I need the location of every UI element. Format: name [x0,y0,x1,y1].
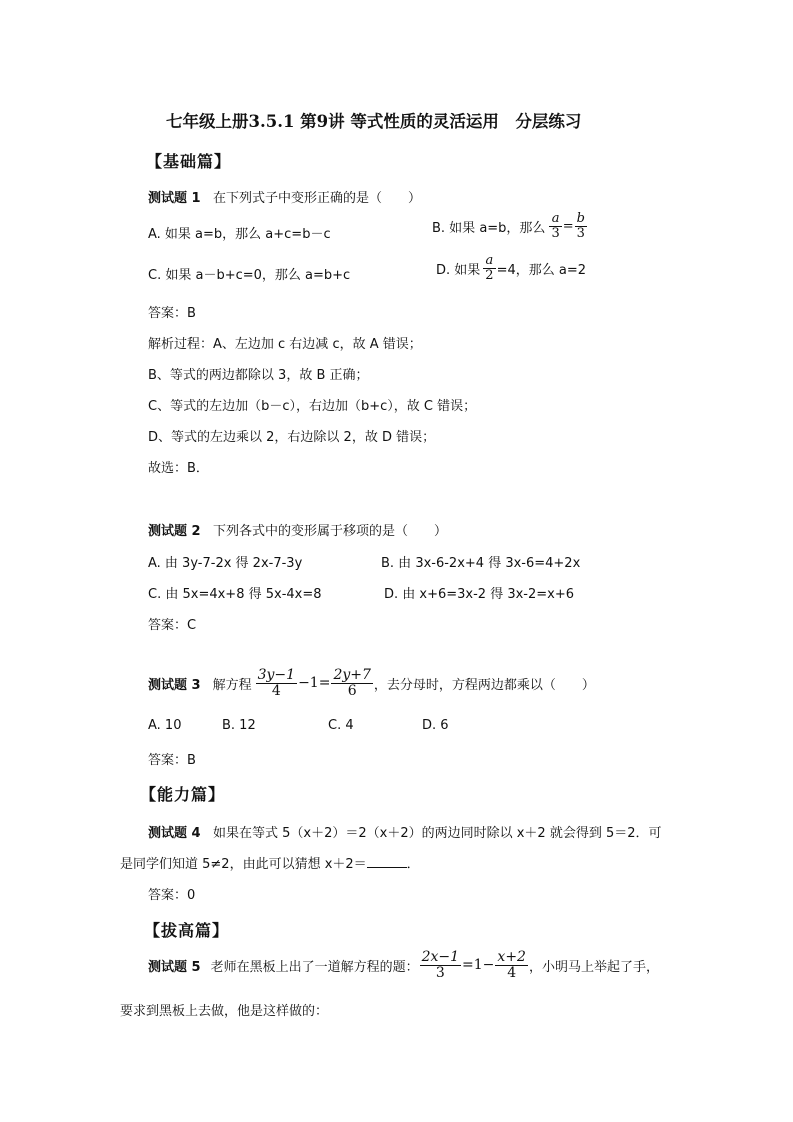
question-4-label: 测试题 4 [148,826,201,841]
fraction-b-over-3 [575,212,587,240]
fraction-numerator: 2x−1 [421,949,460,965]
fraction-denominator: 2 [485,267,494,283]
fraction-a-over-2 [483,254,495,282]
equation-middle: −1= [298,675,331,692]
q1-option-c: C. 如果 a－b+c=0，那么 a=b+c [148,268,351,283]
equals-sign: = [562,218,574,234]
fraction-denominator: 3 [435,964,445,981]
question-5-text-prefix: 老师在黑板上出了一道解方程的题： [210,959,419,975]
fraction-denominator: 3 [551,225,560,241]
fraction-3y-minus-1-over-4 [256,668,297,698]
question-3-label: 测试题 3 [148,677,201,693]
fraction-numerator: b [576,211,585,226]
section-heading-advanced-text: 【拔高篇】 [144,921,230,940]
question-1-text: 在下列式子中变形正确的是（ ） [212,191,421,206]
section-heading-ability: 【能力篇】 [140,785,226,804]
q3-option-b: B. 12 [222,718,256,733]
q3-answer: 答案：B [148,753,196,768]
q1-option-d [436,254,586,282]
question-2-label: 测试题 2 [148,524,201,539]
fraction-numerator: 3y−1 [257,667,296,683]
q3-option-d: D. 6 [422,718,449,733]
q1-analysis-line: D、等式的左边乘以 2，右边除以 2，故 D 错误； [148,430,436,445]
question-4-text: 如果在等式 5（x＋2）＝2（x＋2）的两边同时除以 x＋2 就会得到 5＝2．可 [212,826,662,841]
fraction-numerator: a [549,212,561,227]
page-title: 七年级上册3.5.1 第9讲 等式性质的灵活运用 分层练习 [166,112,582,131]
question-3-stem [148,668,595,698]
q1-answer: 答案：B [148,306,196,321]
q1-analysis-line: B、等式的两边都除以 3，故 B 正确； [148,368,369,383]
question-4-line-1 [148,822,662,841]
q1-analysis-line: 解析过程：A、左边加 c 右边减 c，故 A 错误； [148,337,422,352]
fraction-numerator: 2y+7 [333,667,371,683]
q3-option-c: C. 4 [328,718,354,733]
section-heading-basic: 【基础篇】 [146,152,232,171]
question-5-text-suffix: ，小明马上举起了手， [528,959,659,975]
q3-option-a: A. 10 [148,718,182,733]
question-1-stem [148,187,421,206]
q1-analysis-line: C、等式的左边加（b－c），右边加（b+c），故 C 错误； [148,399,477,414]
section-heading-advanced [144,918,229,941]
question-1-label: 测试题 1 [148,191,201,206]
question-5-label: 测试题 5 [148,959,201,975]
question-4-line-2-text: 是同学们知道 5≠2，由此可以猜想 x＋2＝ [120,857,367,872]
fraction-denominator: 6 [347,682,357,699]
question-2-text: 下列各式中的变形属于移项的是（ ） [212,524,447,539]
question-3-text-prefix: 解方程 [212,677,252,693]
question-4-line-2 [120,853,420,872]
q1-option-d-prefix: D. 如果 [436,262,481,278]
question-5-stem [148,950,659,980]
fraction-denominator: 3 [576,225,585,241]
q2-option-c: C. 由 5x=4x+8 得 5x-4x=8 [148,587,322,602]
equation-middle: =1− [462,957,495,974]
q1-option-b-text: B. 如果 a=b，那么 [432,220,546,236]
q1-option-a: A. 如果 a=b，那么 a+c=b－c [148,227,331,242]
question-3-text-suffix: ，去分母时，方程两边都乘以（ ） [373,677,595,693]
question-5-line-2: 要求到黑板上去做，他是这样做的： [120,1004,329,1019]
q2-answer: 答案：C [148,618,197,633]
q1-option-d-suffix: =4，那么 a=2 [496,262,586,278]
question-2-stem [148,520,447,539]
fraction-numerator: a [483,254,495,269]
answer-blank[interactable] [367,855,407,868]
q1-option-b [432,212,588,240]
fraction-x-plus-2-over-4 [495,950,528,980]
fraction-2y-plus-7-over-6 [331,668,372,698]
q1-analysis-line: 故选：B． [148,461,209,476]
fraction-denominator: 4 [507,964,517,981]
question-4-line-2-end: ． [406,857,420,872]
q4-answer: 答案：0 [148,888,196,903]
q2-option-b: B. 由 3x-6-2x+4 得 3x-6=4+2x [381,556,581,571]
fraction-2x-minus-1-over-3 [420,950,461,980]
q2-option-a: A. 由 3y-7-2x 得 2x-7-3y [148,556,303,571]
q2-option-d: D. 由 x+6=3x-2 得 3x-2=x+6 [384,587,575,602]
fraction-denominator: 4 [271,682,281,699]
fraction-a-over-3 [549,212,561,240]
fraction-numerator: x+2 [497,949,526,965]
